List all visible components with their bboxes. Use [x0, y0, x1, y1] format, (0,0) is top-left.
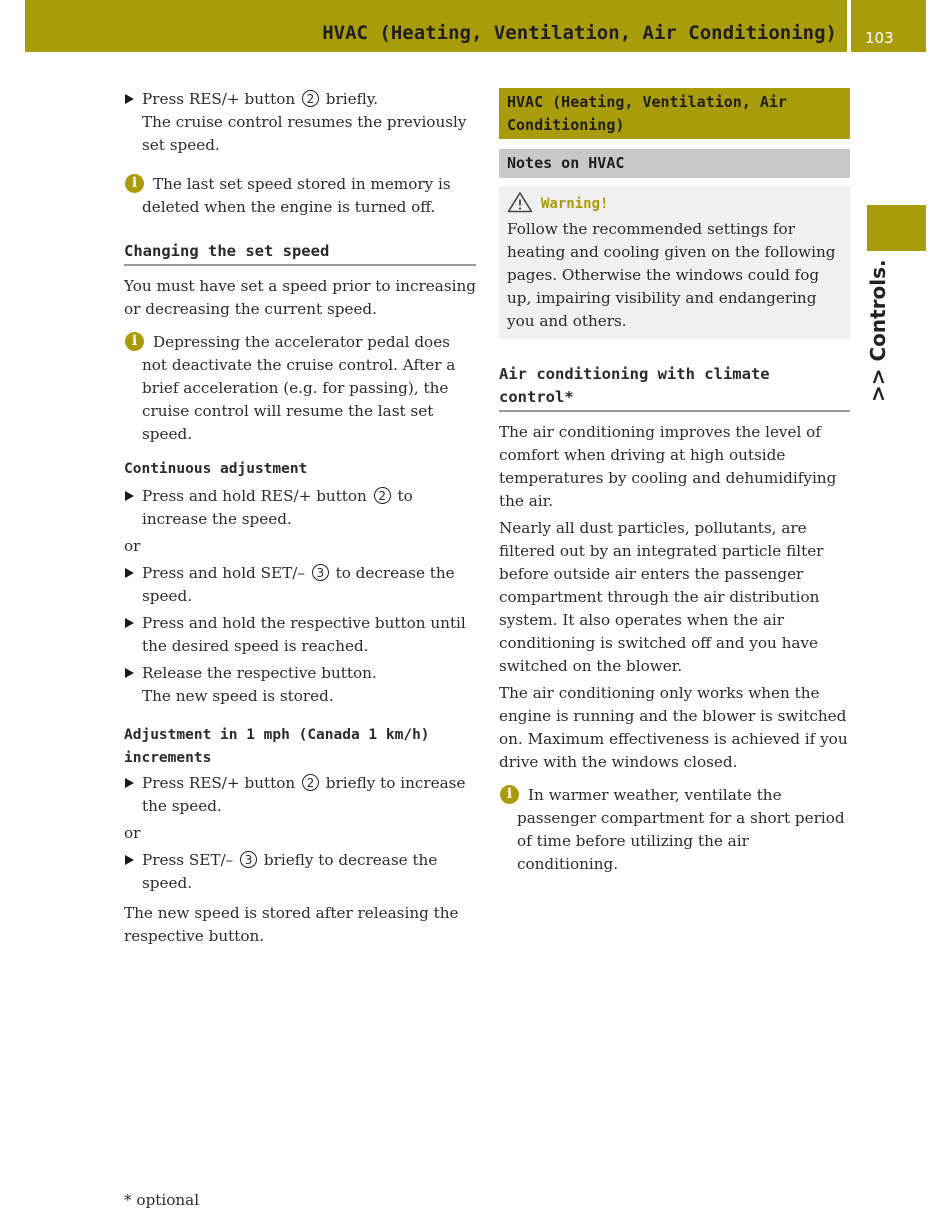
bullet-item [124, 849, 476, 895]
bullet-text: Press RES/+ button [142, 774, 296, 792]
section-heading: Changing the set speed [124, 240, 476, 266]
button-number-3-icon: 3 [312, 564, 329, 581]
info-icon: i [125, 174, 144, 193]
triangle-bullet-icon [125, 668, 134, 678]
button-number-2-icon: 2 [302, 774, 319, 791]
bullet-text-tail: briefly to decrease the speed. [142, 851, 438, 892]
warning-label: Warning! [541, 196, 609, 212]
triangle-bullet-icon [125, 94, 134, 104]
header-bar [25, 0, 847, 52]
triangle-bullet-icon [125, 855, 134, 865]
chapter-side-label: >> Controls. [866, 259, 890, 402]
triangle-bullet-icon [125, 618, 134, 628]
result-text: The new speed is stored. [142, 687, 334, 705]
bullet-text: Press and hold the respective button until the desired speed is reached. [142, 614, 466, 655]
chapter-tab-marker [867, 205, 926, 251]
subheading: Adjustment in 1 mph (Canada 1 km/h) increments [124, 727, 430, 766]
subheading: Continuous adjustment [124, 461, 308, 477]
info-note [124, 331, 476, 446]
paragraph: Nearly all dust particles, pollutants, are filtered out by an integrated particle filter before outside air enters the passenger compartment through the air distribution system. It also operates when the air conditioning is switched off and you have switched on the blower. [499, 519, 824, 675]
triangle-bullet-icon [125, 491, 134, 501]
info-icon: i [500, 785, 519, 804]
info-text: Depressing the accelerator pedal does not deactivate the cruise control. After a brief acceleration (e.g. for passing), the cruise control will resume the last set speed. [142, 333, 456, 443]
warning-text: Follow the recommended settings for heating and cooling given on the following pages. Otherwise the windows could fog up, impairing visibility and endangering you and others. [507, 220, 836, 330]
bullet-item [124, 562, 476, 608]
warning-box [499, 186, 850, 339]
triangle-bullet-icon [125, 568, 134, 578]
bullet-text: Press and hold RES/+ button [142, 487, 367, 505]
left-column [124, 88, 476, 948]
bullet-text-tail: to decrease the speed. [142, 564, 455, 605]
bullet-text-tail: briefly to increase the speed. [142, 774, 466, 815]
paragraph: The air conditioning only works when the engine is running and the blower is switched on. Maximum effectiveness is achieved if you drive with the windows closed. [499, 684, 848, 771]
bullet-item [124, 485, 476, 531]
bullet-item [124, 772, 476, 818]
bullet-text-tail: to increase the speed. [142, 487, 413, 528]
section-title-box: HVAC (Heating, Ventilation, Air Conditioning) [499, 88, 850, 139]
info-text: In warmer weather, ventilate the passenger compartment for a short period of time before utilizing the air conditioning. [517, 786, 845, 873]
bullet-text: Release the respective button. [142, 664, 377, 682]
button-number-2-icon: 2 [374, 487, 391, 504]
section-heading: Air conditioning with climate control* [499, 363, 850, 412]
info-icon: i [125, 332, 144, 351]
bullet-text: Press RES/+ button [142, 90, 296, 108]
page-number-box [851, 0, 926, 52]
button-number-2-icon: 2 [302, 90, 319, 107]
or-text: or [124, 824, 141, 842]
bullet-item [124, 662, 476, 685]
bullet-item [124, 612, 476, 658]
info-note [499, 784, 850, 876]
notes-title-bar: Notes on HVAC [499, 149, 850, 178]
paragraph: The air conditioning improves the level of comfort when driving at high outside temperatures by cooling and dehumidifying the air. [499, 423, 837, 510]
warning-triangle-icon [507, 191, 533, 213]
page-number: 103 [865, 29, 894, 47]
paragraph: The new speed is stored after releasing the respective button. [124, 904, 459, 945]
info-note [124, 173, 476, 219]
right-column [499, 88, 850, 876]
button-number-3-icon: 3 [240, 851, 257, 868]
paragraph: You must have set a speed prior to increasing or decreasing the current speed. [124, 277, 476, 318]
bullet-text: Press and hold SET/– [142, 564, 305, 582]
bullet-item [124, 88, 476, 111]
bullet-text: Press SET/– [142, 851, 234, 869]
triangle-bullet-icon [125, 778, 134, 788]
warning-title [507, 190, 842, 218]
page-header-title: HVAC (Heating, Ventilation, Air Conditioning) [322, 22, 837, 44]
info-text: The last set speed stored in memory is deleted when the engine is turned off. [142, 175, 451, 216]
result-text: The cruise control resumes the previously set speed. [142, 113, 467, 154]
footnote: * optional [124, 1191, 200, 1209]
bullet-text-tail: briefly. [325, 90, 379, 108]
or-text: or [124, 537, 141, 555]
